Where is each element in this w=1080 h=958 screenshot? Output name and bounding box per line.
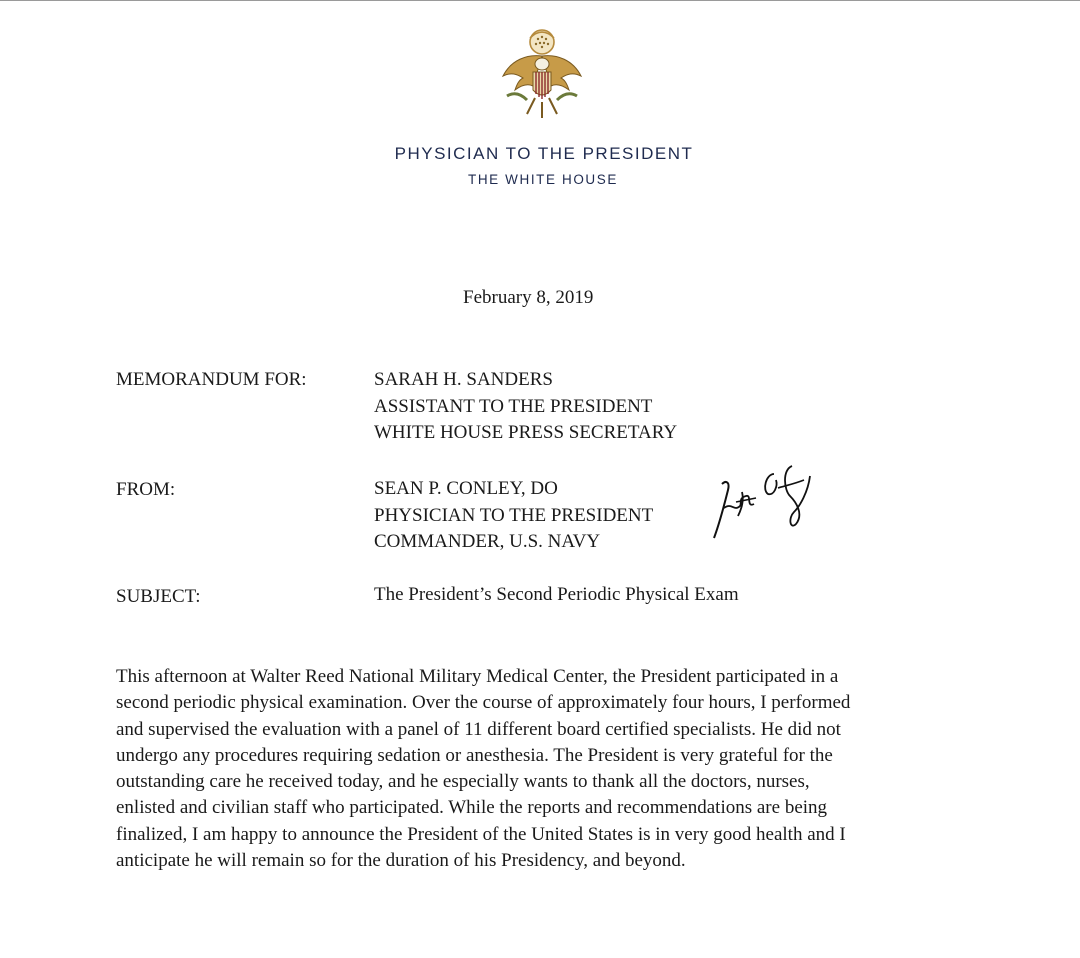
presidential-eagle-seal-icon: [497, 24, 587, 122]
sender-rank: COMMANDER, U.S. NAVY: [374, 531, 601, 552]
page-top-border: [0, 0, 1080, 1]
body-line: enlisted and civilian staff who participated. While the reports and recommendations are being: [116, 797, 828, 819]
memo-for-label: MEMORANDUM FOR:: [116, 369, 307, 390]
memo-date: February 8, 2019: [463, 287, 594, 308]
handwritten-signature-icon: [708, 462, 812, 542]
body-line: finalized, I am happy to announce the President of the United States is in very good health and I: [116, 823, 846, 845]
body-line: anticipate he will remain so for the duration of his Presidency, and beyond.: [116, 850, 686, 872]
subject-label: SUBJECT:: [116, 586, 201, 607]
body-line: and supervised the evaluation with a panel of 11 different board certified specialists. He did not: [116, 718, 841, 740]
body-line: second periodic physical examination. Over the course of approximately four hours, I performed: [116, 692, 851, 714]
memo-body-paragraph: [116, 664, 976, 874]
letterhead-title: PHYSICIAN TO THE PRESIDENT: [394, 144, 694, 163]
body-line: undergo any procedures requiring sedation or anesthesia. The President is very grateful for the: [116, 744, 833, 766]
memo-for-recipient: [374, 367, 677, 447]
recipient-title: ASSISTANT TO THE PRESIDENT: [374, 395, 653, 417]
letterhead-subtitle: THE WHITE HOUSE: [467, 172, 618, 187]
sender-name: SEAN P. CONLEY, DO: [374, 478, 558, 499]
recipient-office: WHITE HOUSE PRESS SECRETARY: [374, 422, 678, 443]
recipient-name: SARAH H. SANDERS: [374, 369, 553, 390]
subject-value: The President’s Second Periodic Physical Exam: [374, 584, 739, 605]
body-line: This afternoon at Walter Reed National Military Medical Center, the President participated in a: [116, 666, 839, 687]
from-sender: [374, 476, 653, 556]
from-label: FROM:: [116, 479, 176, 500]
sender-title: PHYSICIAN TO THE PRESIDENT: [374, 504, 654, 526]
body-line: outstanding care he received today, and he especially wants to thank all the doctors, nurses,: [116, 771, 810, 793]
